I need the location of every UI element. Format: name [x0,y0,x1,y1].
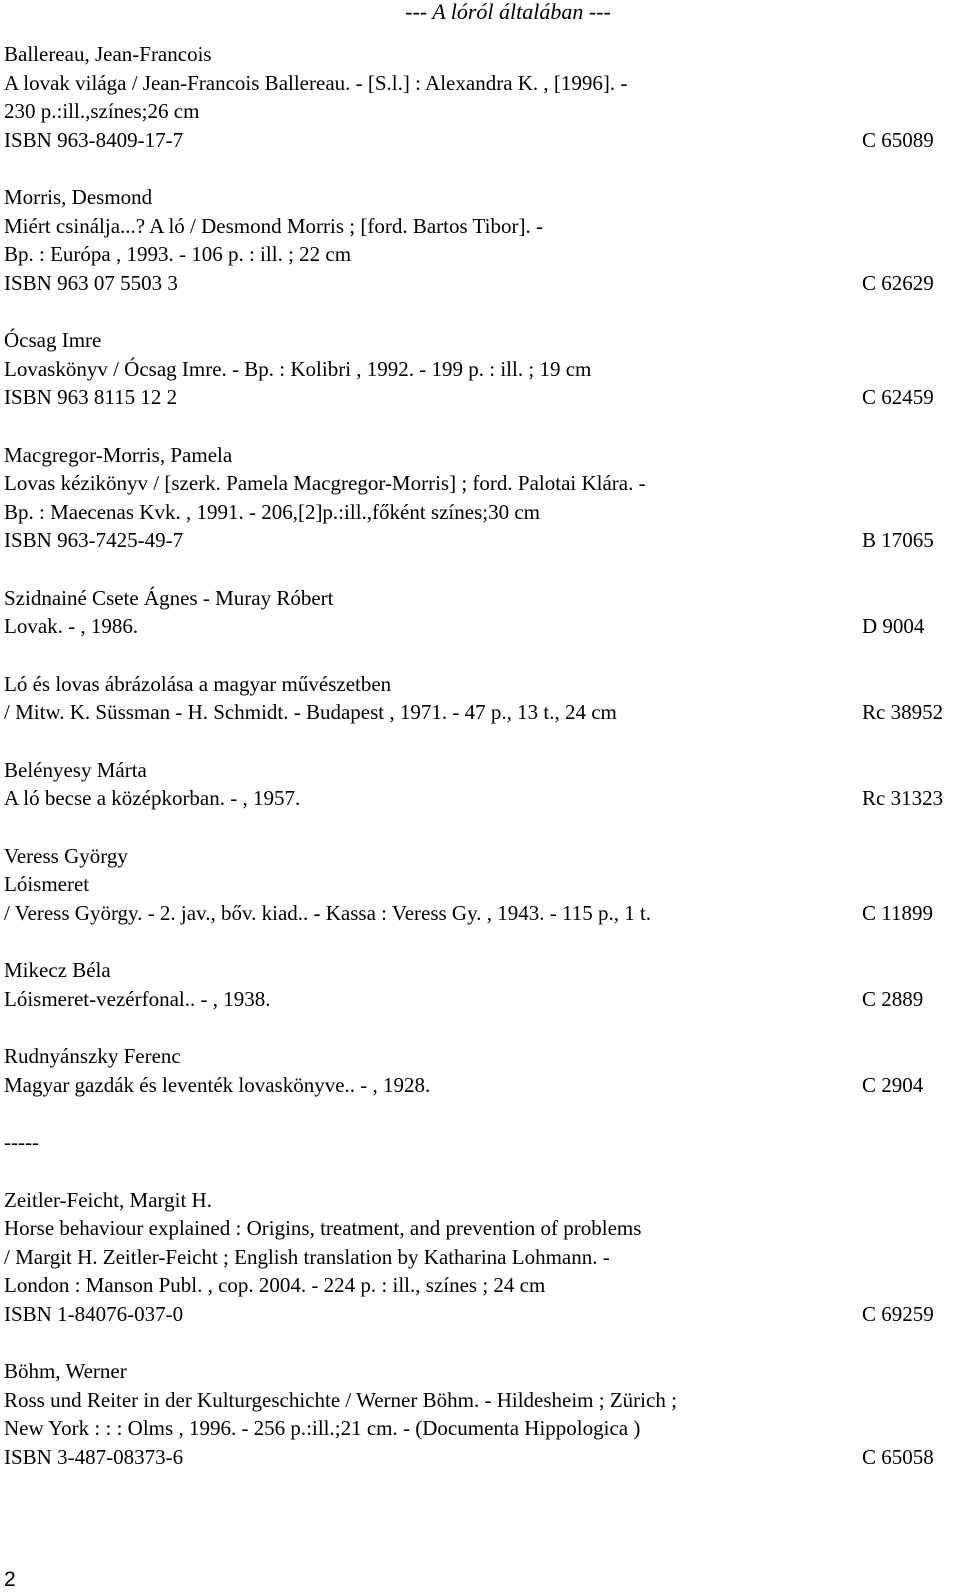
entry-line: Ló és lovas ábrázolása a magyar művészetben [4,671,392,696]
entry-line-last [4,383,954,412]
shelf-code: Rc 38952 [862,700,944,724]
entry-text: Lovak. - , 1986. [4,614,139,638]
entry-text: / Mitw. K. Süssman - H. Schmidt. - Budapest , 1971. - 47 p., 13 t., 24 cm [4,700,617,724]
catalog-entry [4,842,954,928]
catalog-list [4,40,954,1500]
shelf-code: C 65089 [862,127,934,152]
entry-line: Miért csinálja...? A ló / Desmond Morris ; [ford. Bartos Tibor]. - [4,213,543,238]
entry-line-last [4,784,954,813]
catalog-entry [4,1042,954,1099]
entry-line-last [4,612,954,641]
shelf-code: C 11899 [862,900,933,925]
entry-line-last [4,1443,954,1472]
entry-isbn: ISBN 963 07 5503 3 [4,270,178,295]
shelf-code: Rc 31323 [862,786,944,810]
entry-line-last [4,1071,954,1100]
page-header [0,0,960,26]
shelf-code: B 17065 [862,528,934,552]
catalog-entry [4,40,954,154]
shelf-code: C 65058 [862,1444,934,1469]
entry-line: Mikecz Béla [4,958,111,982]
catalog-entry [4,756,954,813]
entry-line: Lovaskönyv / Ócsag Imre. - Bp. : Kolibri , 1992. - 199 p. : ill. ; 19 cm [4,356,592,381]
entry-line: London : Manson Publ. , cop. 2004. - 224 p. : ill., színes ; 24 cm [4,1273,546,1297]
shelf-code: C 62629 [862,270,934,295]
catalog-entry [4,956,954,1013]
entry-line-last [4,698,954,727]
entry-line-last [4,899,954,928]
entry-line: Belényesy Márta [4,757,147,782]
entry-line: 230 p.:ill.,színes;26 cm [4,99,200,123]
catalog-entry [4,441,954,555]
entry-line: A lovak világa / Jean-Francois Ballereau. - [S.l.] : Alexandra K. , [1996]. - [4,70,628,95]
entry-line: Lóismeret [4,872,90,896]
shelf-code: C 62459 [862,385,934,409]
page-number: 2 [4,1568,16,1591]
entry-text: Magyar gazdák és leventék lovaskönyve.. - , 1928. [4,1072,431,1097]
entry-line-last [4,526,954,555]
entry-line: Veress György [4,843,128,868]
entry-line-last [4,985,954,1014]
entry-line: New York : : : Olms , 1996. - 256 p.:ill.;21 cm. - (Documenta Hippologica ) [4,1416,641,1440]
shelf-code: C 69259 [862,1301,934,1326]
shelf-code: C 2889 [862,986,924,1011]
catalog-entry [4,584,954,641]
entry-line-last [4,1300,954,1329]
entry-line: Ócsag Imre [4,328,102,352]
shelf-code: C 2904 [862,1072,924,1097]
entry-line: Zeitler-Feicht, Margit H. [4,1187,212,1212]
entry-isbn: ISBN 3-487-08373-6 [4,1444,184,1469]
entry-line-last [4,126,954,155]
entry-line-last [4,269,954,298]
entry-text: / Veress György. - 2. jav., bőv. kiad.. - Kassa : Veress Gy. , 1943. - 115 p., 1 t. [4,900,652,925]
entry-line: Rudnyánszky Ferenc [4,1044,181,1068]
section-separator: ----- [4,1130,39,1154]
catalog-entry [4,670,954,727]
catalog-entry [4,183,954,297]
entry-line: Bp. : Európa , 1993. - 106 p. : ill. ; 22 cm [4,242,352,266]
entry-line: Ballereau, Jean-Francois [4,42,212,66]
catalog-entry [4,326,954,412]
catalog-entry [4,1357,954,1471]
section-title: --- A lóról általában --- [405,0,611,24]
shelf-code: D 9004 [862,614,925,638]
entry-line: Macgregor-Morris, Pamela [4,442,233,467]
entry-line: Bp. : Maecenas Kvk. , 1991. - 206,[2]p.:ill.,főként színes;30 cm [4,499,540,524]
entry-isbn: ISBN 963-8409-17-7 [4,127,184,152]
entry-line: / Margit H. Zeitler-Feicht ; English translation by Katharina Lohmann. - [4,1244,610,1269]
entry-isbn: ISBN 963 8115 12 2 [4,385,178,409]
entry-line: Horse behaviour explained : Origins, treatment, and prevention of problems [4,1216,642,1240]
entry-text: Lóismeret-vezérfonal.. - , 1938. [4,986,271,1011]
entry-line: Morris, Desmond [4,185,153,209]
entry-text: A ló becse a középkorban. - , 1957. [4,786,301,810]
entry-line: Lovas kézikönyv / [szerk. Pamela Macgregor-Morris] ; ford. Palotai Klára. - [4,471,646,495]
catalog-entry [4,1186,954,1329]
entry-line: Ross und Reiter in der Kulturgeschichte / Werner Böhm. - Hildesheim ; Zürich ; [4,1387,677,1412]
entry-line: Szidnainé Csete Ágnes - Muray Róbert [4,585,334,610]
entry-isbn: ISBN 963-7425-49-7 [4,528,184,552]
entry-isbn: ISBN 1-84076-037-0 [4,1301,184,1326]
entry-line: Böhm, Werner [4,1359,127,1383]
